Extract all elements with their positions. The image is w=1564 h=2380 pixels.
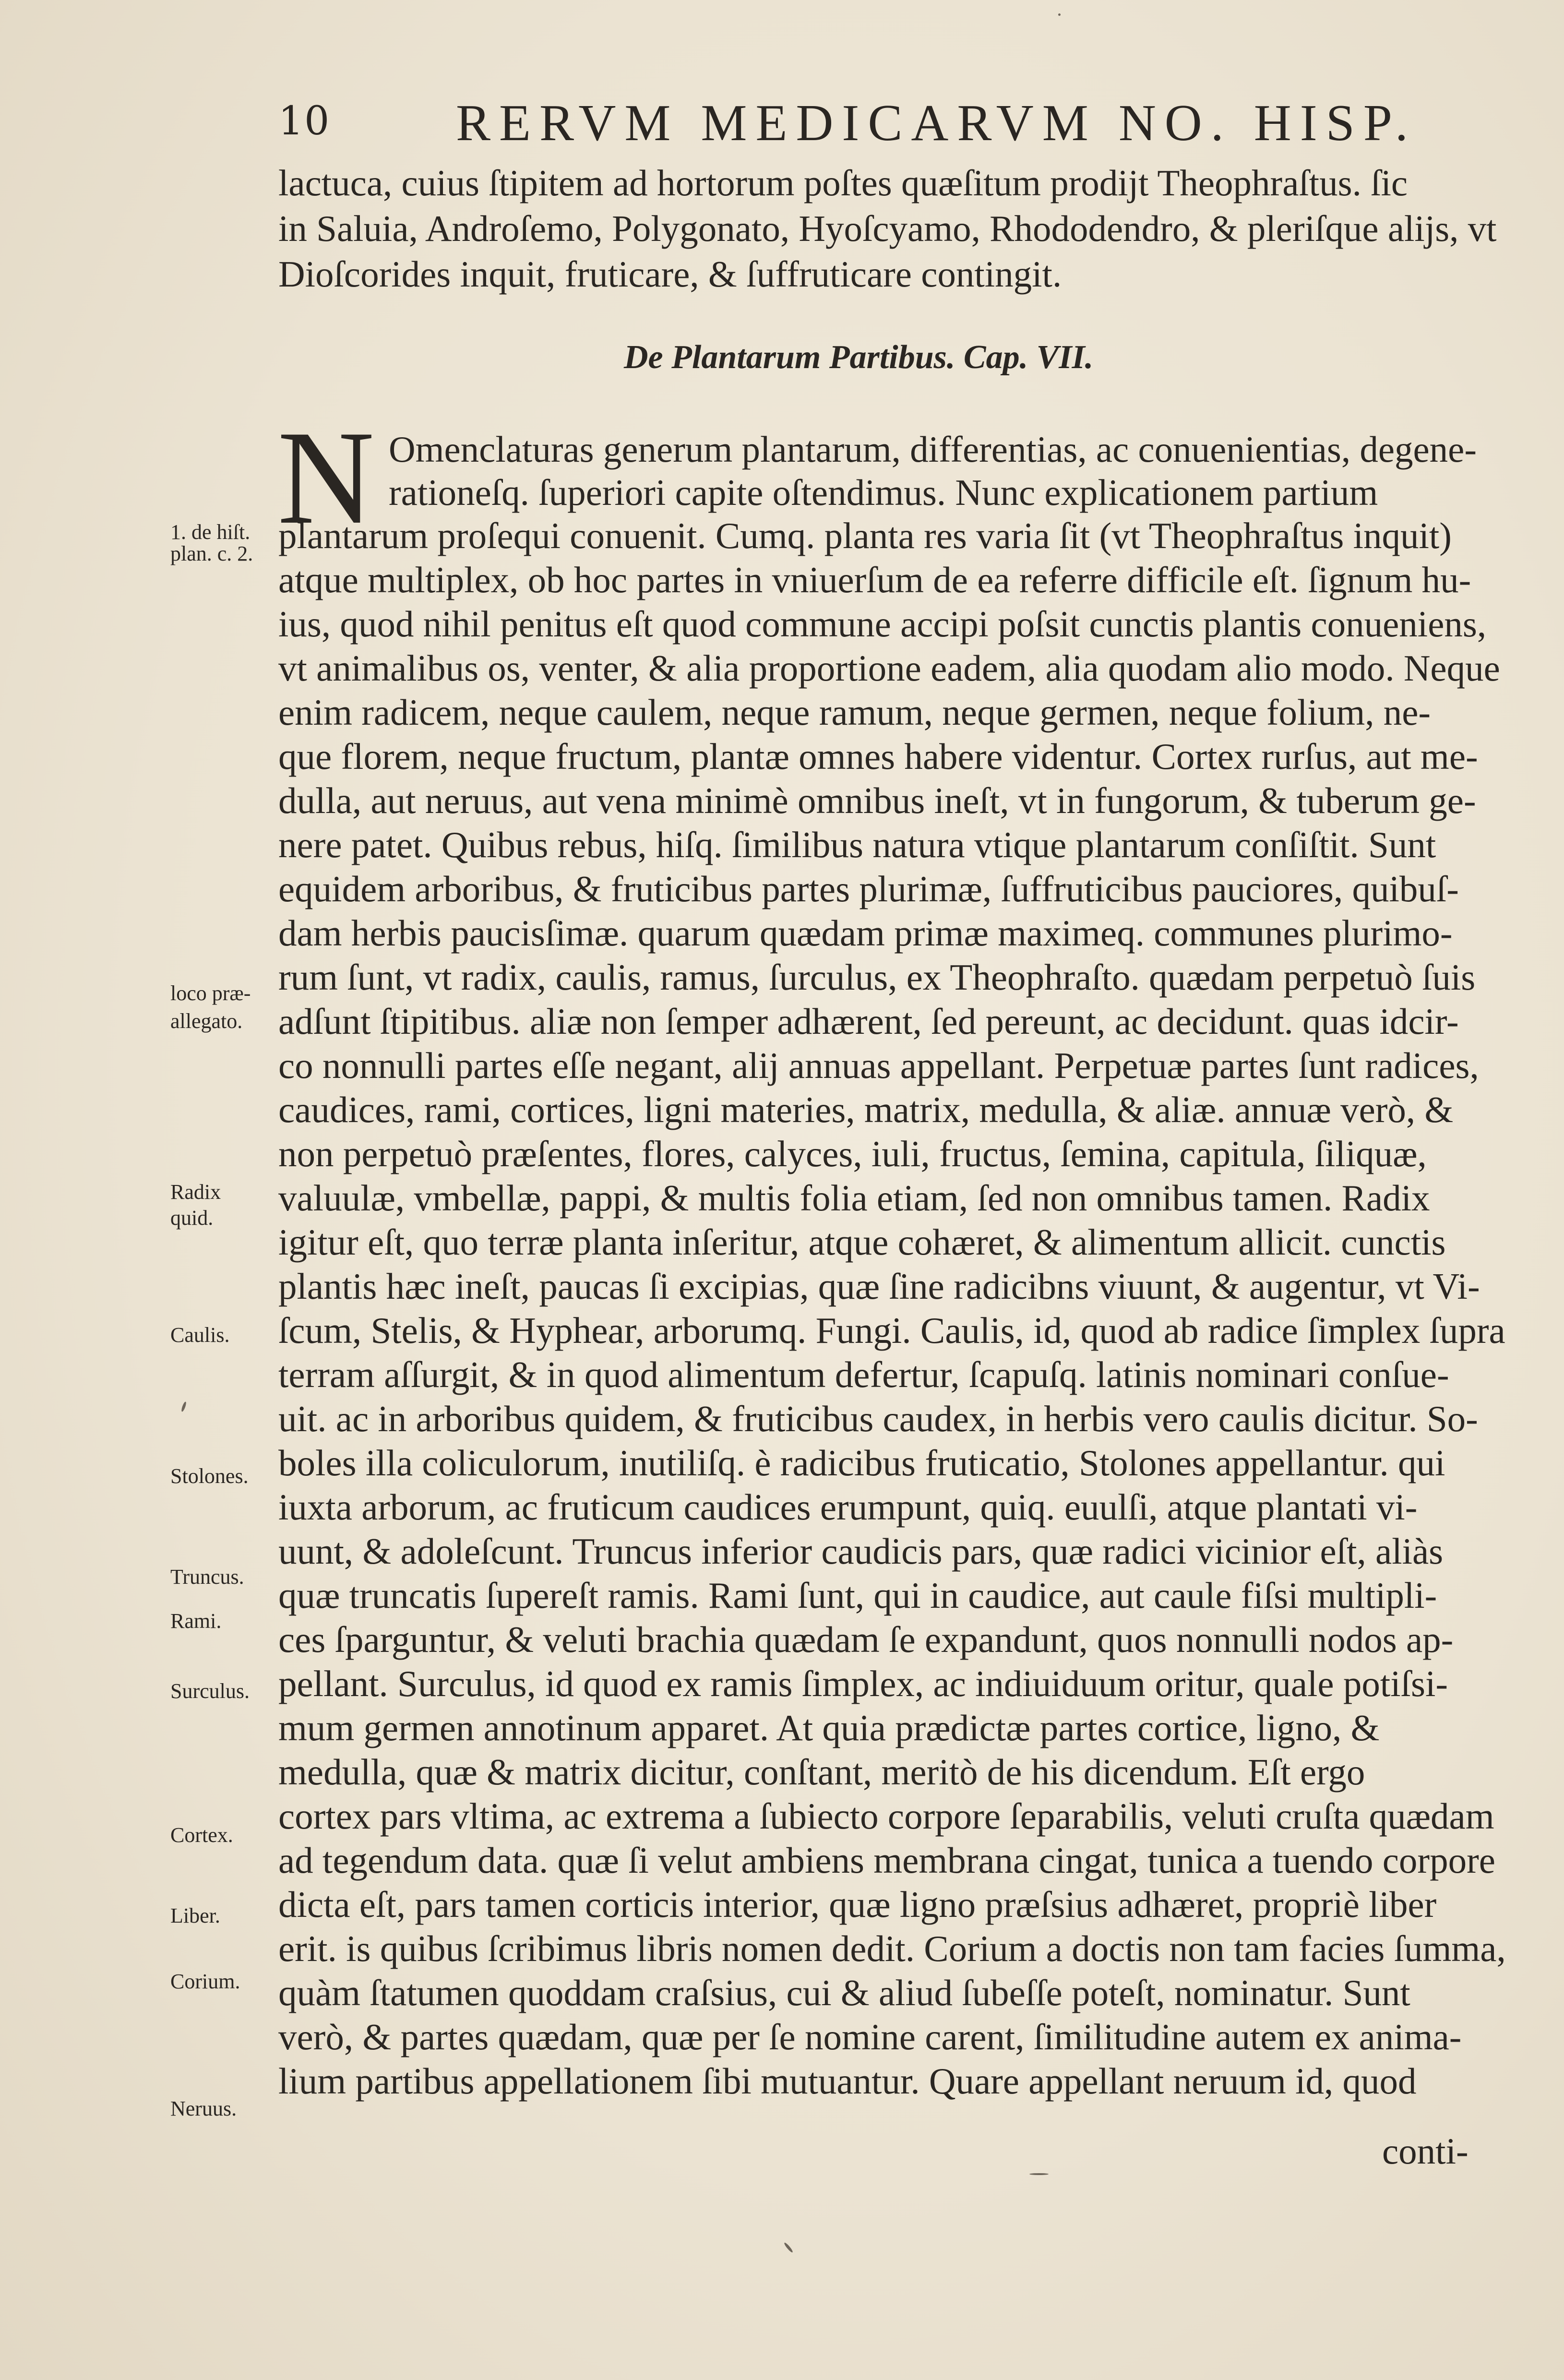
running-head: RERVM MEDICARVM NO. HISP. [456,95,1417,152]
page-header [278,94,1417,156]
body-line: atque multiplex, ob hoc partes in vniuerſum de ea referre difficile eſt. ſignum hu- [278,559,1471,600]
intro-line: lactuca, cuius ſtipitem ad hortorum poſtes quæſitum prodijt Theophraſtus. ſic [278,162,1408,203]
margin-note: Liber. [170,1904,220,1927]
intro-line: Dioſcorides inquit, fruticare, & ſuffruticare contingit. [278,253,1062,295]
body-line: medulla, quæ & matrix dicitur, conſtant, meritò de his dicendum. Eſt ergo [278,1751,1365,1793]
paper-speck [1029,2173,1049,2175]
margin-note: Neruus. [170,2097,237,2120]
body-line: terram aſſurgit, & in quod alimentum defertur, ſcapuſq. latinis nominari conſue- [278,1354,1449,1395]
body-line: Omenclaturas generum plantarum, differentias, ac conuenientias, degene- [389,429,1477,470]
body-line: vt animalibus os, venter, & alia proportione eadem, alia quodam alio modo. Neque [278,647,1500,689]
body-line: lium partibus appellationem ſibi mutuantur. Quare appellant neruum id, quod [278,2060,1417,2102]
body-line: equidem arboribus, & fruticibus partes plurimæ, ſuffruticibus pauciores, quibuſ- [278,868,1459,909]
body-line: ces ſparguntur, & veluti brachia quædam ſe expandunt, quos nonnulli nodos ap- [278,1619,1454,1660]
body-line: plantarum proſequi conuenit. Cumq. planta res varia ſit (vt Theophraſtus inquit) [278,515,1452,556]
margin-note: plan. c. 2. [170,542,253,565]
page-number: 10 [278,98,331,144]
margin-note: Corium. [170,1970,240,1993]
body-line: nere patet. Quibus rebus, hiſq. ſimilibus natura vtique plantarum conſiſtit. Sunt [278,824,1436,865]
chapter-heading: De Plantarum Partibus. Cap. VII. [624,339,1094,376]
body-line: rum ſunt, vt radix, caulis, ramus, ſurculus, ex Theophraſto. quædam perpetuò ſuis [278,957,1476,998]
body-line: dicta eſt, pars tamen corticis interior, quæ ligno præſsius adhæret, propriè liber [278,1884,1437,1925]
body-line: verò, & partes quædam, quæ per ſe nomine carent, ſimilitudine autem ex anima- [278,2016,1462,2057]
margin-note: Rami. [170,1609,222,1633]
body-line: plantis hæc ineſt, paucas ſi excipias, quæ ſine radicibns viuunt, & augentur, vt Vi- [278,1266,1480,1307]
body-line: mum germen annotinum apparet. At quia prædictæ partes cortice, ligno, & [278,1707,1380,1748]
margin-note: quid. [170,1206,214,1230]
body-line: ad tegendum data. quæ ſi velut ambiens membrana cingat, tunica a tuendo corpore [278,1840,1495,1881]
body-line: enim radicem, neque caulem, neque ramum, neque germen, neque folium, ne- [278,692,1431,733]
margin-note: Stolones. [170,1464,249,1488]
body-line: adſunt ſtipitibus. aliæ non ſemper adhærent, ſed pereunt, ac decidunt. quas idcir- [278,1001,1459,1042]
body-line: caudices, rami, cortices, ligni materies, matrix, medulla, & aliæ. annuæ verò, & [278,1089,1454,1130]
margin-note: Truncus. [170,1565,244,1589]
body-line: dulla, aut neruus, aut vena minimè omnibus ineſt, vt in fungorum, & tuberum ge- [278,780,1476,821]
body-line: ius, quod nihil penitus eſt quod commune accipi poſsit cunctis plantis conueniens, [278,603,1487,645]
body-line: co nonnulli partes eſſe negant, alij annuas appellant. Perpetuæ partes ſunt radices, [278,1045,1479,1086]
body-line: quàm ſtatumen quoddam craſsius, cui & aliud ſubeſſe poteſt, nominatur. Sunt [278,1972,1410,2013]
body-line: que florem, neque fructum, plantæ omnes habere videntur. Cortex rurſus, aut me- [278,736,1478,777]
body-line: igitur eſt, quo terræ planta inſeritur, atque cohæret, & alimentum allicit. cunctis [278,1221,1446,1263]
margin-note: allegato. [170,1009,243,1033]
body-line: rationeſq. ſuperiori capite oſtendimus. Nunc explicationem partium [389,472,1378,513]
body-line: ſcum, Stelis, & Hyphear, arborumq. Fungi. Caulis, id, quod ab radice ſimplex ſupra [278,1310,1505,1351]
intro-line: in Saluia, Androſemo, Polygonato, Hyoſcyamo, Rhododendro, & pleriſque alijs, vt [278,208,1497,249]
body-line: uit. ac in arboribus quidem, & fruticibus caudex, in herbis vero caulis dicitur. So- [278,1398,1478,1439]
body-line: boles illa coliculorum, inutiliſq. è radicibus fruticatio, Stolones appellantur. qui [278,1442,1445,1483]
margin-note: Surculus. [170,1679,250,1703]
body-line: non perpetuò præſentes, flores, calyces, iuli, fructus, ſemina, capitula, ſiliquæ, [278,1133,1427,1174]
body-line: uunt, & adoleſcunt. Truncus inferior caudicis pars, quæ radici vicinior eſt, aliàs [278,1531,1444,1572]
paper-speck [1058,13,1061,16]
body-line: quæ truncatis ſupereſt ramis. Rami ſunt, qui in caudice, aut caule fiſsi multipli- [278,1575,1437,1616]
catchword: conti- [1382,2130,1468,2172]
margin-note: Radix [170,1180,221,1204]
body-line: cortex pars vltima, ac extrema a ſubiecto corpore ſeparabilis, veluti cruſta quædam [278,1795,1494,1837]
margin-note: 1. de hiſt. [170,520,251,544]
margin-note: Caulis. [170,1323,230,1347]
body-line: dam herbis paucisſimæ. quarum quædam primæ maximeq. communes plurimo- [278,912,1453,954]
body-line: erit. is quibus ſcribimus libris nomen dedit. Corium a doctis non tam facies ſumma, [278,1928,1506,1969]
body-line: pellant. Surculus, id quod ex ramis ſimplex, ac indiuiduum oritur, quale potiſsi- [278,1663,1448,1704]
body-line: iuxta arborum, ac fruticum caudices erumpunt, quiq. euulſi, atque plantati vi- [278,1486,1418,1528]
drop-cap-initial: N [277,403,375,552]
body-line: valuulæ, vmbellæ, pappi, & multis folia etiam, ſed non omnibus tamen. Radix [278,1177,1430,1219]
margin-note: loco præ- [170,981,251,1005]
margin-note: Cortex. [170,1823,233,1847]
